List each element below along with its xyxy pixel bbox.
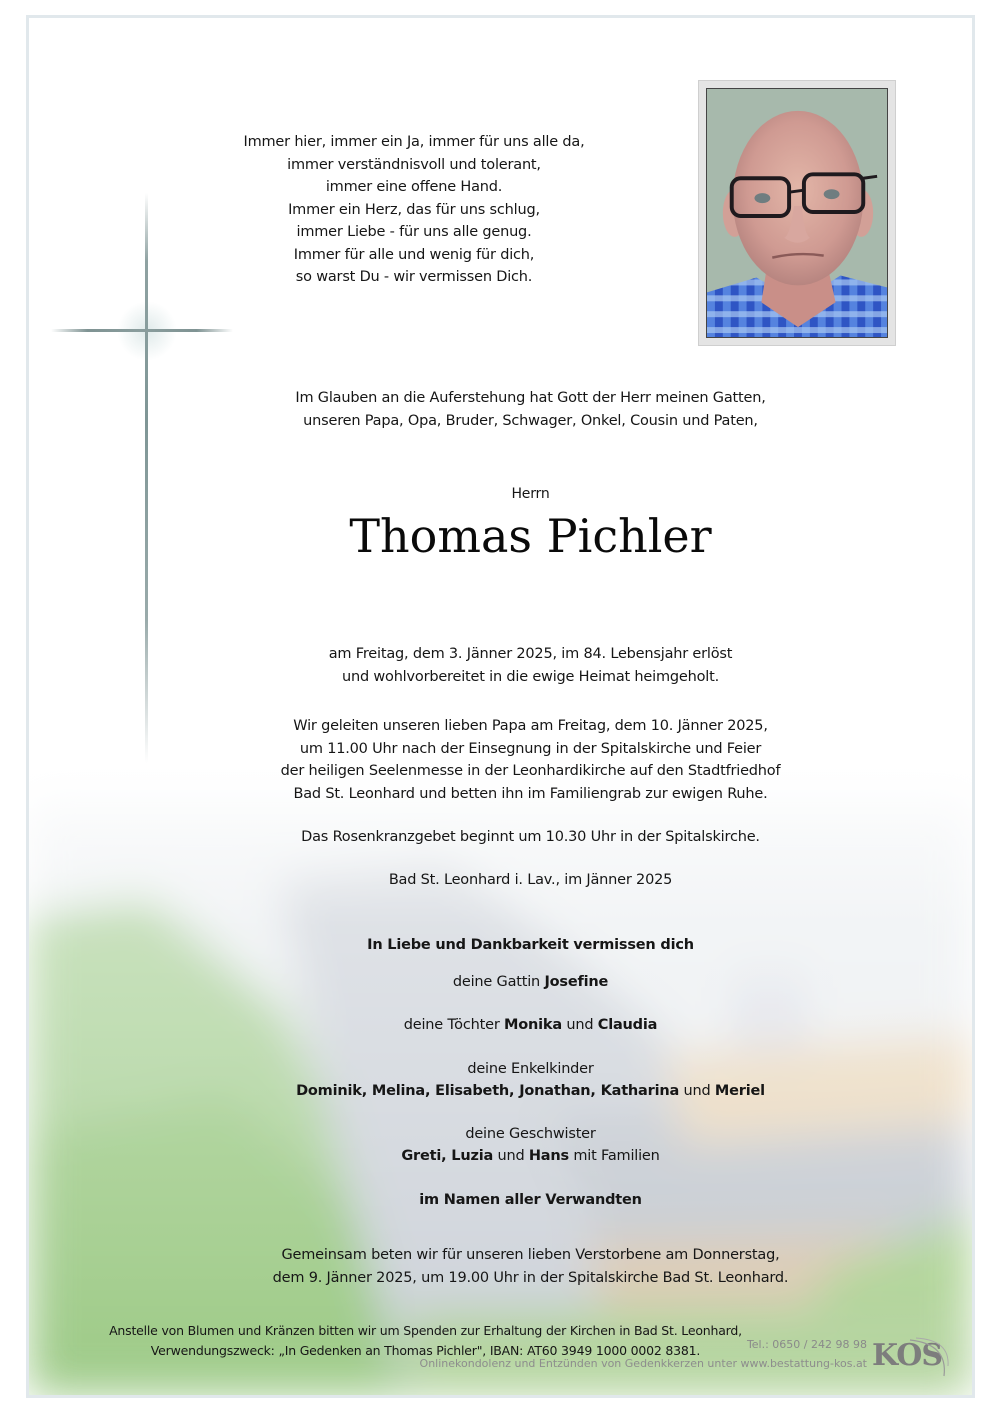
- siblings-suffix: mit Familien: [573, 1148, 660, 1164]
- portrait-photo-frame: [698, 80, 896, 346]
- mourner-grandchildren-label: deine Enkelkinder: [467, 1061, 594, 1077]
- mourner-relatives: im Namen aller Verwandten: [419, 1192, 642, 1208]
- footer-phone: Tel.: 0650 / 242 98 98: [746, 1338, 867, 1351]
- donation-line: Verwendungszweck: „In Gedenken an Thomas Pichler", IBAN: AT60 3949 1000 0002 8381.: [150, 1343, 701, 1358]
- prayer-notice: [29, 1244, 972, 1289]
- cross-icon-horizontal: [51, 329, 233, 332]
- poem-line: immer verständnisvoll und tolerant,: [287, 156, 541, 173]
- spouse-prefix: deine Gattin: [452, 974, 541, 990]
- mourner-spouse: [29, 971, 972, 994]
- intro-line: unseren Papa, Opa, Bruder, Schwager, Onkel, Cousin und Paten,: [303, 412, 758, 429]
- mourner-grandchildren: [29, 1080, 972, 1103]
- portrait-photo: [706, 88, 888, 338]
- funeral-line: Wir geleiten unseren lieben Papa am Freitag, dem 10. Jänner 2025,: [293, 718, 768, 734]
- rosary-notice: Das Rosenkranzgebet beginnt um 10.30 Uhr in der Spitalskirche.: [301, 829, 760, 845]
- deceased-name: Thomas Pichler: [349, 509, 712, 563]
- grandchild-last-name: Meriel: [714, 1083, 765, 1099]
- prayer-line: Gemeinsam beten wir für unseren lieben Verstorbene am Donnerstag,: [281, 1247, 780, 1263]
- funeral-line: Bad St. Leonhard und betten ihn im Familiengrab zur ewigen Ruhe.: [293, 785, 768, 802]
- sibling-last-name: Hans: [528, 1148, 569, 1164]
- prayer-line: dem 9. Jänner 2025, um 19.00 Uhr in der Spitalskirche Bad St. Leonhard.: [272, 1269, 789, 1286]
- mourners-heading: In Liebe und Dankbarkeit vermissen dich: [367, 937, 694, 953]
- poem-line: Immer hier, immer ein Ja, immer für uns alle da,: [243, 134, 585, 150]
- poem-line: immer eine offene Hand.: [325, 179, 503, 195]
- siblings-joiner: und: [497, 1148, 525, 1164]
- grandchildren-names: Dominik, Melina, Elisabeth, Jonathan, Katharina: [296, 1083, 680, 1099]
- funeral-line: um 11.00 Uhr nach der Einsegnung in der Spitalskirche und Feier: [299, 740, 762, 757]
- daughters-prefix: deine Töchter: [403, 1017, 500, 1033]
- funeral-home-logo: [870, 1336, 950, 1380]
- death-notice: [29, 643, 972, 688]
- mourner-siblings: [29, 1145, 972, 1168]
- funeral-line: der heiligen Seelenmesse in der Leonhardikirche auf den Stadtfriedhof: [280, 763, 781, 779]
- intro-line: Im Glauben an die Auferstehung hat Gott der Herr meinen Gatten,: [295, 390, 766, 406]
- mourner-daughters: [29, 1014, 972, 1037]
- daughters-joiner: und: [566, 1017, 594, 1033]
- death-notice-line: am Freitag, dem 3. Jänner 2025, im 84. Lebensjahr erlöst: [328, 646, 733, 662]
- donation-line: Anstelle von Blumen und Kränzen bitten wir um Spenden zur Erhaltung der Kirchen in Bad St. Leonhard,: [109, 1323, 742, 1338]
- intro-text: [29, 387, 972, 432]
- grandchildren-joiner: und: [683, 1083, 711, 1099]
- poem-line: Immer ein Herz, das für uns schlug,: [288, 201, 540, 218]
- death-notice-line: und wohlvorbereitet in die ewige Heimat heimgeholt.: [341, 668, 720, 685]
- place-date: Bad St. Leonhard i. Lav., im Jänner 2025: [388, 872, 673, 888]
- salutation: Herrn: [511, 486, 550, 502]
- funeral-details: [29, 715, 972, 805]
- mourner-siblings-label: deine Geschwister: [465, 1126, 596, 1142]
- footer-online-condolence[interactable]: Onlinekondolenz und Entzünden von Gedenkkerzen unter www.bestattung-kos.at: [419, 1357, 867, 1370]
- obituary-card: [26, 15, 975, 1398]
- poem-line: so warst Du - wir vermissen Dich.: [295, 269, 533, 285]
- poem-line: immer Liebe - für uns alle genug.: [296, 224, 532, 240]
- daughter-name: Monika: [504, 1017, 562, 1033]
- logo-text: KOS: [872, 1338, 943, 1373]
- logo-swoosh-icon: [870, 1336, 950, 1380]
- daughter-name: Claudia: [597, 1017, 658, 1033]
- portrait-image: [707, 89, 887, 337]
- poem: [224, 131, 604, 289]
- poem-line: Immer für alle und wenig für dich,: [293, 246, 535, 263]
- siblings-names: Greti, Luzia: [401, 1148, 494, 1164]
- spouse-name: Josefine: [544, 974, 609, 990]
